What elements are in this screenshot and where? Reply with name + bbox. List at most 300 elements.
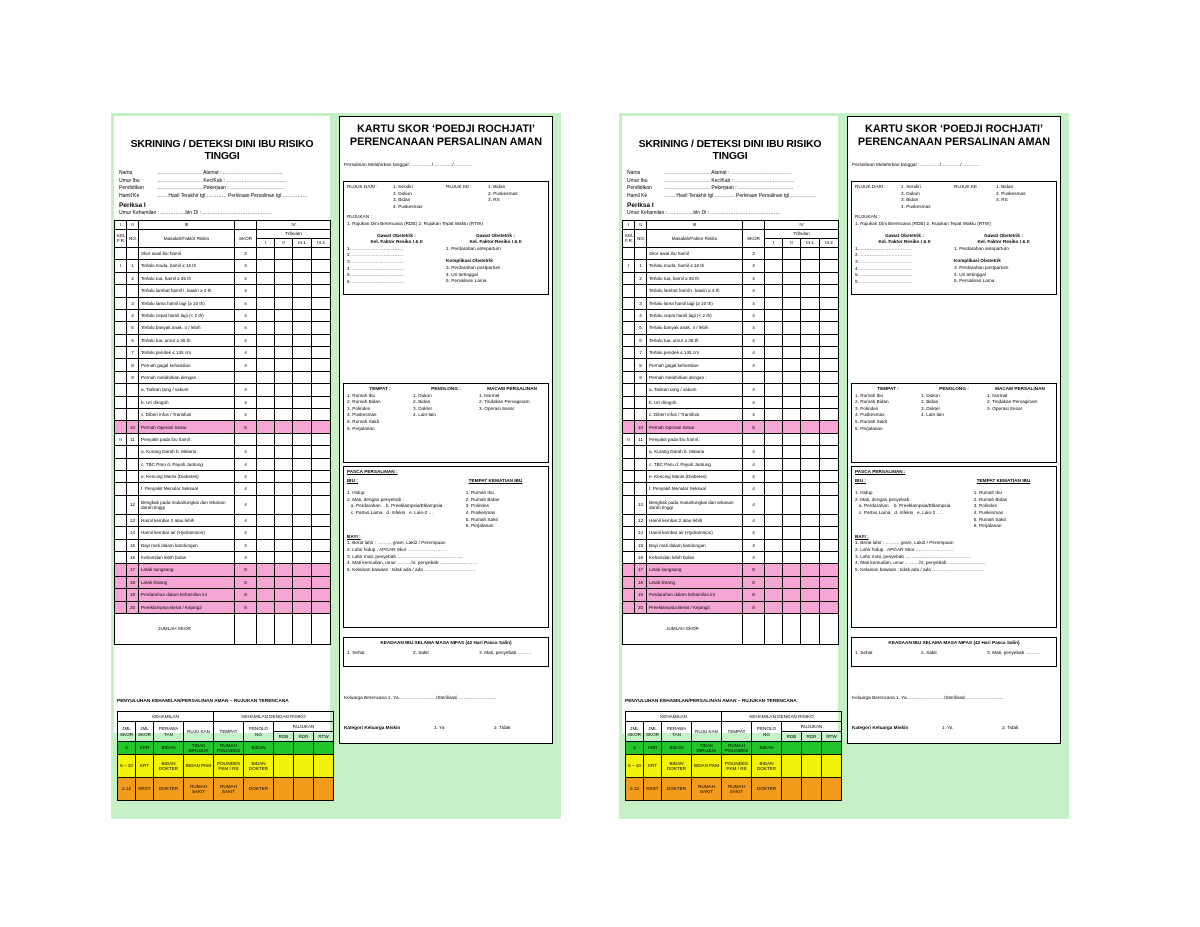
score-input-cell[interactable] (312, 471, 331, 483)
score-input-cell[interactable] (257, 495, 275, 514)
delivery-place-box: TEMPAT : PENOLONG : MACAM PERSALINAN 1. Rumah Ibu 2. Rumah Bidan 3. Polindes 4. Puskesmas 5. Rumah Sakit 6. Perjalanan 1. Dukun 2. Bidan 3. Dokter 4. Lain-lain 1. Normal 2. Tindakan Pervaginam 3. Operasi Sesar (343, 383, 549, 463)
score-input-cell[interactable] (293, 359, 312, 371)
score-input-cell[interactable] (293, 421, 312, 433)
score-input-cell[interactable] (275, 309, 293, 321)
score-input-cell[interactable] (801, 589, 820, 601)
score-input-cell[interactable] (783, 409, 801, 421)
score-input-cell[interactable] (801, 551, 820, 563)
score-input-cell[interactable] (257, 384, 275, 396)
score-input-cell[interactable] (820, 471, 839, 483)
score-input-cell[interactable] (293, 347, 312, 359)
score-input-cell[interactable] (312, 514, 331, 526)
score-input-cell[interactable] (783, 458, 801, 470)
field-row[interactable]: Hamil Ke …… Hasil Terakhir tgl ………… Perkiraan Persalinan tgl …………… (119, 192, 308, 199)
score-input-cell[interactable] (293, 396, 312, 408)
field-row[interactable]: Pendidikan ……………………… Pekerjaan : …………………………… (627, 185, 794, 192)
score-input-cell[interactable] (293, 371, 312, 383)
field-row[interactable]: Umur Ibu ……………………… Kec/Kab : ……………………………… (627, 177, 795, 184)
score-input-cell[interactable] (312, 446, 331, 458)
score-input-cell[interactable] (801, 247, 820, 259)
plan-rujukan-row: RDB RDR RTW (626, 732, 842, 742)
risk-rows (115, 247, 331, 613)
score-input-cell[interactable] (820, 334, 839, 346)
score-input-cell[interactable] (783, 347, 801, 359)
score-input-cell[interactable] (801, 334, 820, 346)
score-input-cell[interactable] (783, 589, 801, 601)
score-input-cell[interactable] (783, 471, 801, 483)
pregnancy-age-field[interactable]: Umur Kehamilan : ……………bln Di : …………………………………… (627, 210, 781, 217)
score-input-cell[interactable] (765, 527, 783, 539)
identity-fields (622, 170, 838, 200)
score-input-cell[interactable] (801, 527, 820, 539)
score-input-cell[interactable] (257, 576, 275, 588)
score-input-cell[interactable] (783, 483, 801, 495)
score-input-cell[interactable] (801, 421, 820, 433)
score-input-cell[interactable] (820, 322, 839, 334)
score-input-cell[interactable] (765, 272, 783, 284)
score-input-cell[interactable] (820, 260, 839, 272)
score-input-cell[interactable] (312, 396, 331, 408)
score-input-cell[interactable] (312, 285, 331, 297)
score-input-cell[interactable] (257, 247, 275, 259)
score-input-cell[interactable] (275, 347, 293, 359)
score-input-cell[interactable] (783, 514, 801, 526)
score-input-cell[interactable] (275, 514, 293, 526)
score-input-cell[interactable] (820, 359, 839, 371)
score-input-cell[interactable] (257, 309, 275, 321)
score-input-cell[interactable] (257, 396, 275, 408)
score-input-cell[interactable] (820, 551, 839, 563)
score-input-cell[interactable] (801, 458, 820, 470)
score-input-cell[interactable] (275, 409, 293, 421)
referral-check-cell[interactable] (802, 755, 822, 778)
score-input-cell[interactable] (293, 514, 312, 526)
score-input-cell[interactable] (820, 433, 839, 445)
risk-row: c. Diberi infus / Transfusi 4 (623, 409, 839, 421)
score-input-cell[interactable] (275, 371, 293, 383)
score-input-cell[interactable] (820, 297, 839, 309)
score-input-cell[interactable] (293, 446, 312, 458)
score-input-cell[interactable] (783, 285, 801, 297)
score-input-cell[interactable] (312, 309, 331, 321)
delivery-date-field[interactable]: Persalinan Melahirkan tanggal : …………/…………/………… (344, 163, 473, 168)
risk-row: I 1 Terlalu muda, hamil ≤ 16 th 4 (115, 260, 331, 272)
risk-row: 19 Perdarahan dalam kehamilan ini 8 (115, 589, 331, 601)
score-input-cell[interactable] (801, 514, 820, 526)
score-input-cell[interactable] (312, 334, 331, 346)
score-input-cell[interactable] (765, 471, 783, 483)
score-input-cell[interactable] (765, 564, 783, 576)
score-input-cell[interactable] (801, 433, 820, 445)
risk-row: 5 Terlalu banyak anak, 4 / lebih 4 (623, 322, 839, 334)
score-input-cell[interactable] (783, 371, 801, 383)
risk-row: Skor awal ibu hamil 2 (623, 247, 839, 259)
score-input-cell[interactable] (257, 601, 275, 613)
risk-row: c. TBC Paru d. Payah Jantung 4 (115, 458, 331, 470)
score-input-cell[interactable] (820, 421, 839, 433)
risk-row: 16 Kehamilan lebih bulan 4 (115, 551, 331, 563)
family-planning-field[interactable]: Keluarga Berencana 1. Ya……………………/Sterilisasi …………………… (344, 695, 497, 700)
score-input-cell[interactable] (275, 471, 293, 483)
score-input-cell[interactable] (820, 601, 839, 613)
score-input-cell[interactable] (820, 514, 839, 526)
score-input-cell[interactable] (312, 576, 331, 588)
score-input-cell[interactable] (765, 495, 783, 514)
referral-check-cell[interactable] (782, 778, 802, 801)
score-input-cell[interactable] (765, 514, 783, 526)
score-input-cell[interactable] (312, 539, 331, 551)
score-input-cell[interactable] (820, 527, 839, 539)
score-input-cell[interactable] (257, 433, 275, 445)
score-input-cell[interactable] (312, 260, 331, 272)
score-input-cell[interactable] (312, 409, 331, 421)
score-input-cell[interactable] (801, 471, 820, 483)
score-input-cell[interactable] (820, 285, 839, 297)
score-input-cell[interactable] (275, 483, 293, 495)
score-input-cell[interactable] (275, 272, 293, 284)
score-input-cell[interactable] (783, 272, 801, 284)
score-input-cell[interactable] (783, 539, 801, 551)
score-input-cell[interactable] (765, 576, 783, 588)
score-input-cell[interactable] (783, 396, 801, 408)
score-input-cell[interactable] (293, 589, 312, 601)
score-input-cell[interactable] (275, 359, 293, 371)
score-input-cell[interactable] (801, 371, 820, 383)
score-input-cell[interactable] (801, 297, 820, 309)
score-input-cell[interactable] (293, 601, 312, 613)
score-input-cell[interactable] (820, 247, 839, 259)
score-input-cell[interactable] (820, 347, 839, 359)
score-input-cell[interactable] (783, 421, 801, 433)
score-input-cell[interactable] (765, 421, 783, 433)
score-input-cell[interactable] (312, 601, 331, 613)
score-input-cell[interactable] (765, 309, 783, 321)
score-input-cell[interactable] (257, 446, 275, 458)
score-input-cell[interactable] (765, 322, 783, 334)
score-input-cell[interactable] (257, 347, 275, 359)
score-input-cell[interactable] (275, 285, 293, 297)
score-input-cell[interactable] (275, 576, 293, 588)
score-input-cell[interactable] (293, 247, 312, 259)
score-input-cell[interactable] (765, 589, 783, 601)
score-input-cell[interactable] (293, 551, 312, 563)
score-input-cell[interactable] (257, 297, 275, 309)
score-input-cell[interactable] (820, 483, 839, 495)
score-input-cell[interactable] (275, 601, 293, 613)
score-input-cell[interactable] (257, 285, 275, 297)
referral-check-cell[interactable] (294, 778, 314, 801)
field-row[interactable]: Nama ……………………… Alamat : ……………………………… (627, 170, 791, 176)
score-input-cell[interactable] (801, 347, 820, 359)
score-input-cell[interactable] (293, 458, 312, 470)
referral-check-cell[interactable] (822, 778, 842, 801)
referral-check-cell[interactable] (822, 755, 842, 778)
score-input-cell[interactable] (783, 334, 801, 346)
score-input-cell[interactable] (820, 384, 839, 396)
period-label: Periksa I (119, 202, 146, 210)
score-input-cell[interactable] (257, 409, 275, 421)
score-input-cell[interactable] (765, 409, 783, 421)
roman-header-row: I II III IV (623, 220, 839, 229)
score-input-cell[interactable] (783, 576, 801, 588)
score-input-cell[interactable] (257, 421, 275, 433)
score-input-cell[interactable] (765, 297, 783, 309)
referral-check-cell[interactable] (822, 742, 842, 755)
score-input-cell[interactable] (257, 589, 275, 601)
score-input-cell[interactable] (765, 446, 783, 458)
score-input-cell[interactable] (275, 495, 293, 514)
score-input-cell[interactable] (312, 527, 331, 539)
score-input-cell[interactable] (801, 309, 820, 321)
score-input-cell[interactable] (293, 483, 312, 495)
score-input-cell[interactable] (765, 458, 783, 470)
risk-row: 2 Terlalu tua, hamil ≥ 35 th 4 (115, 272, 331, 284)
score-input-cell[interactable] (312, 551, 331, 563)
score-input-cell[interactable] (783, 551, 801, 563)
referral-check-cell[interactable] (802, 778, 822, 801)
score-input-cell[interactable] (820, 576, 839, 588)
score-input-cell[interactable] (801, 285, 820, 297)
screening-title: SKRINING / DETEKSI DINI IBU RISIKO TINGGI (130, 138, 314, 162)
poor-family-field[interactable]: Kategori Keluarga Miskin 1. Ya 2. Tidak (852, 725, 1019, 730)
score-input-cell[interactable] (765, 371, 783, 383)
score-input-cell[interactable] (765, 384, 783, 396)
score-input-cell[interactable] (783, 384, 801, 396)
risk-row: 20 Preeklampsia Berat / Kejang2 8 (115, 601, 331, 613)
score-input-cell[interactable] (783, 297, 801, 309)
score-input-cell[interactable] (257, 483, 275, 495)
risk-row: 14 Hamil kembar air (Hydramnion) 4 (623, 527, 839, 539)
score-input-cell[interactable] (293, 576, 312, 588)
score-input-cell[interactable] (801, 272, 820, 284)
score-input-cell[interactable] (765, 247, 783, 259)
score-input-cell[interactable] (783, 495, 801, 514)
score-input-cell[interactable] (801, 539, 820, 551)
score-input-cell[interactable] (293, 384, 312, 396)
score-input-cell[interactable] (783, 359, 801, 371)
score-input-cell[interactable] (312, 272, 331, 284)
score-input-cell[interactable] (783, 247, 801, 259)
score-input-cell[interactable] (801, 359, 820, 371)
score-input-cell[interactable] (257, 322, 275, 334)
score-input-cell[interactable] (275, 458, 293, 470)
risk-row: 6 Terlalu tua, umur ≥ 35 th 4 (623, 334, 839, 346)
score-input-cell[interactable] (801, 384, 820, 396)
score-input-cell[interactable] (275, 297, 293, 309)
score-input-cell[interactable] (257, 458, 275, 470)
plan-group-row: KEHAMILAN KEHAMILAN DENGAN RISIKO (118, 712, 334, 722)
score-input-cell[interactable] (820, 589, 839, 601)
score-input-cell[interactable] (765, 396, 783, 408)
score-input-cell[interactable] (293, 322, 312, 334)
referral-check-cell[interactable] (314, 778, 334, 801)
score-input-cell[interactable] (765, 260, 783, 272)
score-input-cell[interactable] (293, 334, 312, 346)
score-input-cell[interactable] (257, 471, 275, 483)
score-input-cell[interactable] (293, 285, 312, 297)
postpartum-box: PASCA PERSALINAN : IBU : TEMPAT KEMATIAN IBU 1. Hidup 2. Mati, dengan penyebab : a. Perdarahan b. Preeklampsia/Eklampsia c. Partus Lama d. Infeksi e. Lain-2 … 1. Rumah Ibu 2. Rumah Bidan 3. Polindes 4. Puskesmas 5. Rumah Sakit 6. Perjalanan BAYI : 1. Berat lahir : ……… gram, Laki2 / Perempuan 2. Lahir hidup : APGAR Skor …………………… 3. Lahir mati, penyebab …………………………………… 4. Mati kemudian, umur ………hr, penyebab …………………… 5. Kelainan bawaan : tidak ada / ada …………………………… (343, 466, 549, 628)
score-input-cell[interactable] (312, 458, 331, 470)
score-input-cell[interactable] (783, 309, 801, 321)
referral-check-cell[interactable] (314, 742, 334, 755)
referral-check-cell[interactable] (294, 742, 314, 755)
score-input-cell[interactable] (765, 359, 783, 371)
score-input-cell[interactable] (275, 551, 293, 563)
score-input-cell[interactable] (275, 396, 293, 408)
score-input-cell[interactable] (783, 446, 801, 458)
score-input-cell[interactable] (801, 396, 820, 408)
score-input-cell[interactable] (820, 495, 839, 514)
referral-check-cell[interactable] (802, 742, 822, 755)
tribulan-header-row: I II III.1 III.2 (115, 238, 331, 247)
poor-family-field[interactable]: Kategori Keluarga Miskin 1. Ya 2. Tidak (344, 725, 511, 730)
plan-title: PENYULUHAN KEHAMILAN/PERSALINAN AMAN – RUJUKAN TERENCANA (625, 699, 797, 704)
score-input-cell[interactable] (765, 285, 783, 297)
score-input-cell[interactable] (275, 527, 293, 539)
score-input-cell[interactable] (801, 322, 820, 334)
score-input-cell[interactable] (293, 409, 312, 421)
field-row[interactable]: Hamil Ke …… Hasil Terakhir tgl ………… Perkiraan Persalinan tgl …………… (627, 192, 816, 199)
score-input-cell[interactable] (820, 564, 839, 576)
score-input-cell[interactable] (783, 322, 801, 334)
score-input-cell[interactable] (820, 458, 839, 470)
score-input-cell[interactable] (293, 260, 312, 272)
risk-row: f. Penyakit Menular Seksual 4 (623, 483, 839, 495)
score-input-cell[interactable] (293, 495, 312, 514)
score-input-cell[interactable] (801, 446, 820, 458)
score-input-cell[interactable] (820, 272, 839, 284)
score-input-cell[interactable] (820, 539, 839, 551)
score-input-cell[interactable] (293, 539, 312, 551)
score-input-cell[interactable] (312, 564, 331, 576)
referral-check-cell[interactable] (782, 755, 802, 778)
score-input-cell[interactable] (801, 483, 820, 495)
score-input-cell[interactable] (257, 260, 275, 272)
score-input-cell[interactable] (275, 260, 293, 272)
score-input-cell[interactable] (312, 371, 331, 383)
plan-group-row: KEHAMILAN KEHAMILAN DENGAN RISIKO (626, 712, 842, 722)
score-input-cell[interactable] (820, 396, 839, 408)
risk-factor-table (114, 220, 331, 645)
risk-row: 14 Hamil kembar air (Hydramnion) 4 (115, 527, 331, 539)
score-input-cell[interactable] (312, 589, 331, 601)
plan-title: PENYULUHAN KEHAMILAN/PERSALINAN AMAN – RUJUKAN TERENCANA (117, 699, 289, 704)
score-input-cell[interactable] (257, 371, 275, 383)
score-input-cell[interactable] (293, 527, 312, 539)
score-input-cell[interactable] (783, 564, 801, 576)
score-input-cell[interactable] (783, 527, 801, 539)
score-input-cell[interactable] (312, 421, 331, 433)
score-input-cell[interactable] (312, 384, 331, 396)
score-input-cell[interactable] (783, 260, 801, 272)
risk-row: 18 Letak lintang 8 (115, 576, 331, 588)
score-input-cell[interactable] (275, 334, 293, 346)
score-input-cell[interactable] (275, 247, 293, 259)
score-input-cell[interactable] (312, 495, 331, 514)
score-input-cell[interactable] (765, 347, 783, 359)
delivery-date-field[interactable]: Persalinan Melahirkan tanggal : …………/…………/………… (852, 163, 981, 168)
score-input-cell[interactable] (312, 347, 331, 359)
score-input-cell[interactable] (275, 446, 293, 458)
score-input-cell[interactable] (801, 260, 820, 272)
score-input-cell[interactable] (312, 297, 331, 309)
score-input-cell[interactable] (275, 322, 293, 334)
score-input-cell[interactable] (765, 433, 783, 445)
score-input-cell[interactable] (257, 551, 275, 563)
score-input-cell[interactable] (783, 601, 801, 613)
score-input-cell[interactable] (275, 564, 293, 576)
score-input-cell[interactable] (765, 601, 783, 613)
score-input-cell[interactable] (293, 433, 312, 445)
score-input-cell[interactable] (257, 527, 275, 539)
score-input-cell[interactable] (293, 297, 312, 309)
family-planning-field[interactable]: Keluarga Berencana 1. Ya……………………/Sterilisasi …………………… (852, 695, 1005, 700)
score-input-cell[interactable] (257, 359, 275, 371)
risk-row: c. TBC Paru d. Payah Jantung 4 (623, 458, 839, 470)
score-input-cell[interactable] (765, 334, 783, 346)
score-input-cell[interactable] (820, 446, 839, 458)
score-input-cell[interactable] (293, 272, 312, 284)
score-input-cell[interactable] (293, 309, 312, 321)
referral-check-cell[interactable] (274, 755, 294, 778)
score-input-cell[interactable] (312, 359, 331, 371)
referral-check-cell[interactable] (274, 742, 294, 755)
score-input-cell[interactable] (257, 334, 275, 346)
referral-check-cell[interactable] (314, 755, 334, 778)
field-row[interactable]: Pendidikan ……………………… Pekerjaan : …………………………… (119, 185, 286, 192)
score-input-cell[interactable] (820, 309, 839, 321)
score-input-cell[interactable] (275, 433, 293, 445)
risk-row: 3 Terlalu lama hamil lagi (≥ 10 th) 4 (115, 297, 331, 309)
score-input-cell[interactable] (312, 247, 331, 259)
score-input-cell[interactable] (801, 576, 820, 588)
score-input-cell[interactable] (293, 564, 312, 576)
risk-row: c. Diberi infus / Transfusi 4 (115, 409, 331, 421)
score-input-cell[interactable] (820, 409, 839, 421)
score-input-cell[interactable] (801, 409, 820, 421)
risk-row: 9 Pernah melahirkan dengan : (115, 371, 331, 383)
risk-row: 3 Terlalu lama hamil lagi (≥ 10 th) 4 (623, 297, 839, 309)
score-input-cell[interactable] (275, 384, 293, 396)
score-input-cell[interactable] (257, 514, 275, 526)
score-input-cell[interactable] (312, 483, 331, 495)
score-input-cell[interactable] (783, 433, 801, 445)
score-input-cell[interactable] (275, 589, 293, 601)
field-row[interactable]: Umur Ibu ……………………… Kec/Kab : ……………………………… (119, 177, 287, 184)
score-input-cell[interactable] (312, 322, 331, 334)
score-input-cell[interactable] (765, 483, 783, 495)
score-input-cell[interactable] (765, 539, 783, 551)
score-input-cell[interactable] (801, 495, 820, 514)
score-input-cell[interactable] (820, 371, 839, 383)
score-input-cell[interactable] (257, 272, 275, 284)
score-input-cell[interactable] (293, 471, 312, 483)
referral-check-cell[interactable] (274, 778, 294, 801)
score-input-cell[interactable] (801, 564, 820, 576)
score-input-cell[interactable] (257, 539, 275, 551)
score-input-cell[interactable] (275, 539, 293, 551)
risk-row: 15 Bayi mati dalam kandungan 4 (115, 539, 331, 551)
score-input-cell[interactable] (765, 551, 783, 563)
field-row[interactable]: Nama ……………………… Alamat : ……………………………… (119, 170, 283, 176)
score-input-cell[interactable] (801, 601, 820, 613)
pregnancy-age-field[interactable]: Umur Kehamilan : ……………bln Di : …………………………………… (119, 210, 273, 217)
score-input-cell[interactable] (312, 433, 331, 445)
referral-check-cell[interactable] (294, 755, 314, 778)
referral-check-cell[interactable] (782, 742, 802, 755)
score-input-cell[interactable] (257, 564, 275, 576)
score-input-cell[interactable] (275, 421, 293, 433)
